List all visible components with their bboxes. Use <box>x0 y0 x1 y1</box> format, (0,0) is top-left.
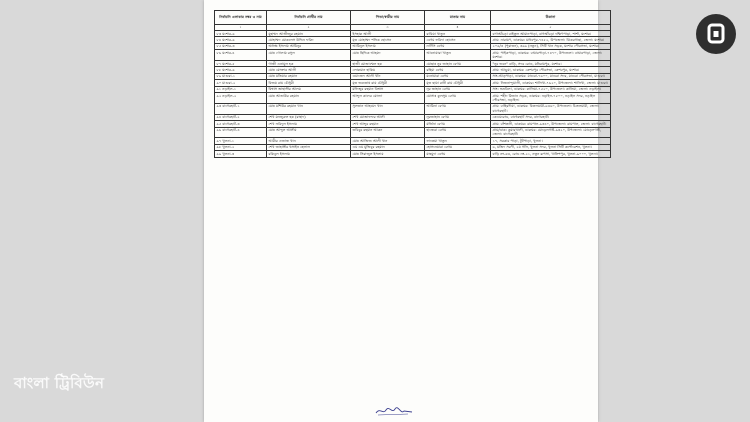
cell-mother: মাহমুদা বেগম <box>425 151 491 157</box>
cell-constituency: ৯২ নড়াইল-২ <box>215 93 267 104</box>
column-number: ১ <box>215 25 267 31</box>
cell-candidate-name: শেখ মনজুরুল হক (রাহাদ) <box>267 114 351 120</box>
header-address: ঠিকানা <box>491 11 611 25</box>
header-mother: মাতার নাম <box>425 11 491 25</box>
table-body <box>215 31 611 158</box>
header-candidate-name: নির্বাচনি প্রার্থীর নাম <box>267 11 351 25</box>
cell-address: বাড়ি নং-৬৩, রোড নং-২১, নতুন রূপসা, খালিশপুর, খুলনা-৯০০০, খুলনা। <box>491 151 611 157</box>
cell-father-husband: মোঃ আজিজ আলী খান <box>351 138 425 144</box>
column-number: ২ <box>267 25 351 31</box>
header-constituency: নির্বাচনি এলাকার নম্বর ও নাম <box>215 11 267 25</box>
cell-mother: নূর জাহান বেগম <box>425 86 491 92</box>
cell-mother: নূরজাহান বেগম <box>425 114 491 120</box>
table-row <box>215 93 611 104</box>
cell-constituency: ৯৮ খুলনা-২ <box>215 144 267 150</box>
cell-address: ১৭, সরকার পাড়া, টুটপাড়া, খুলনা। <box>491 138 611 144</box>
cell-mother: রহিমা বেগম <box>425 67 491 73</box>
cell-father-husband: সুলতান আহমেদ খান <box>351 103 425 114</box>
cell-mother: মৃত ছায়া রানী রায় চৌধুরী <box>425 80 491 86</box>
cell-address: গ্রাম: নারায়ণ, ডাকঘর: মাধবপুর-৭৪৫২, উপজেলা: ঝিকরগাছা, জেলা: যশোর। <box>491 37 611 43</box>
column-number: ৩ <box>351 25 425 31</box>
table-row <box>215 50 611 61</box>
cell-father-husband: শেখ আব্দুর রহমান <box>351 121 425 127</box>
cell-mother: আমিনা বেগম <box>425 103 491 114</box>
cell-address: "নূর ভবন" বাড়ি, সদর রোড, মনিরামপুর, যশোর। <box>491 61 611 67</box>
cell-father-husband: মফিজুর রহমান বিশ্বাস <box>351 86 425 92</box>
cell-mother: হোসনেয়ারা বেগম <box>425 144 491 150</box>
cell-constituency: ৮৬ যশোর-৪ <box>215 50 267 61</box>
cell-candidate-name: মোঃ আব্দুল আলীম <box>267 127 351 138</box>
cell-address: গ্রাম/ডাক: কুমারখালী, ডাকঘর: মোড়েলগঞ্জ-৯৩২০, উপজেলা: মোড়েলগঞ্জ, জেলা: বাগেরহাট। <box>491 127 611 138</box>
cell-candidate-name: মোহাম্মদ মোকলেস উদ্দিন ফরিদ <box>267 37 351 43</box>
cell-mother: ফাতেমা খাতুন <box>425 138 491 144</box>
header-father-husband: পিতা/স্বামীর নাম <box>351 11 425 25</box>
cell-mother: রাবিয়া খাতুন <box>425 31 491 37</box>
cell-father-husband: এম এম মুজিবুর রহমান <box>351 144 425 150</box>
cell-candidate-name: মোঃ আতাউর রহমান <box>267 93 351 104</box>
cell-constituency: ৮৩ যশোর-৬ <box>215 31 267 37</box>
cell-father-husband: মৃত মোহাম্মদ শফিক হোসেন <box>351 37 425 43</box>
cell-mother: নার্গিস বেগম <box>425 43 491 49</box>
cell-candidate-name: শেখ জাহাঙ্গীর হুসাইন হেলাল <box>267 144 351 150</box>
document-page <box>204 0 608 422</box>
table-row <box>215 103 611 114</box>
cell-constituency: ৮৪ যশোর-৬ <box>215 37 267 43</box>
cell-address: কেএমরোড, বাগেরহাট সদর, বাগেরহাট। <box>491 114 611 120</box>
cell-mother: মর্জিনা বেগম <box>425 121 491 127</box>
background-right-panel <box>600 0 750 422</box>
cell-address: গ্রাম: বাহিরদিয়া, ডাকঘর: চিতলমারী-৯৩৬০, উপজেলা: চিতলমারী, জেলা: বাগেরহাট। <box>491 103 611 114</box>
cell-address: গ্রাম: বাঁশতলী, ডাকঘর: রামপাল-৯৩৪০, উপজেলা: রামপাল, জেলা: বাগেরহাট। <box>491 121 611 127</box>
cell-address: গ্রাম: নিজনান্দুয়ালী, ডাকঘর: শালিখা-৭৬২০, উপজেলা: শালিখা, জেলা: মাগুরা। <box>491 80 611 86</box>
cell-father-husband: হাজী মোজাম্মেল হক <box>351 61 425 67</box>
cell-address: গ্রাম: পাইকপাড়া, ডাকঘর: বাঘারপাড়া-৭৪৭০, উপজেলা: বাঘারপাড়া, জেলা: যশোর। <box>491 50 611 61</box>
cell-mother: আনোয়ারা খাতুন <box>425 50 491 61</box>
candidate-table <box>214 10 611 158</box>
cell-constituency: ৮৯ মাগুরা-১ <box>215 73 267 79</box>
cell-mother: হাজেরা বেগম <box>425 127 491 138</box>
cell-father-husband: লোকমান হাকিম <box>351 67 425 73</box>
cell-candidate-name: আমীর এজাজ খান <box>267 138 351 144</box>
cell-candidate-name: মোঃ গোলাম রসুল <box>267 50 351 61</box>
cell-mother: মোছাঃ নুর জাহান বেগম <box>425 61 491 67</box>
cell-candidate-name: বিজয় রায় চৌধুরী <box>267 80 351 86</box>
cell-constituency: ৮৫ যশোর-৩ <box>215 43 267 49</box>
watermark-brand-text: বাংলা ট্রিবিউন <box>14 374 105 392</box>
column-number: ৫ <box>491 25 611 31</box>
signature-scribble-icon <box>374 405 414 417</box>
table-row <box>215 127 611 138</box>
bangla-tribune-logo-icon <box>696 14 736 54</box>
cell-candidate-name: রকিবুল ইসলাম <box>267 151 351 157</box>
cell-candidate-name: অধ্যক্ষ ইসলাম আমিনুর <box>267 43 351 49</box>
cell-constituency: ৮৮ যশোর-৬ <box>215 67 267 73</box>
cell-candidate-name: মোঃ মতিয়ার রহমান <box>267 73 351 79</box>
cell-mother: মোসাঃ কুলসুম বেগম <box>425 93 491 104</box>
cell-father-husband: মোঃ ছিদ্দিক আহমদ <box>351 50 425 61</box>
cell-address: ২০৬/এ (পুরাতন), ৩৯৬ (নতুন), সিটি খান সড়ক, যশোর পৌরসভা, যশোর। <box>491 43 611 49</box>
cell-father-husband: ইসহাক আলী <box>351 31 425 37</box>
cell-constituency: ৯৬ বাগেরহাট-৪ <box>215 127 267 138</box>
cell-candidate-name: মুহাম্মদ আজীজুর রহমান <box>267 31 351 37</box>
cell-constituency: ৯৭ খুলনা-১ <box>215 138 267 144</box>
cell-father-husband: মৃত ভবতোষ রায় চৌধুরী <box>351 80 425 86</box>
cell-constituency: ৯৯ খুলনা-৩ <box>215 151 267 157</box>
cell-candidate-name: বিশ্বাস জাহাঙ্গীর আলম <box>267 86 351 92</box>
table-header-row <box>215 11 611 25</box>
background-left-panel <box>0 0 205 422</box>
cell-address: বাগআঁচড়া বাইতুল আমানপাড়া, বাগআঁচড়া দক্ষিণপাড়া, শার্শা, যশোর। <box>491 31 611 37</box>
table-row <box>215 151 611 157</box>
cell-constituency: ৯০ মাগুরা-২ <box>215 80 267 86</box>
cell-constituency: ৯৩ বাগেরহাট-১ <box>215 103 267 114</box>
cell-address: গ্রাম: শহীদ মিজান সড়ক, ডাকঘর: নড়াইল-৭৫০০, নড়াইল সদর, নড়াইল পৌরসভা, নড়াইল। <box>491 93 611 104</box>
cell-constituency: ৮৭ যশোর-৫ <box>215 61 267 67</box>
column-number: ৪ <box>425 25 491 31</box>
cell-father-husband: শেখ মোজাফফর আলী <box>351 114 425 120</box>
cell-constituency: ৯৫ বাগেরহাট-৩ <box>215 121 267 127</box>
cell-constituency: ৯১ নড়াইল-১ <box>215 86 267 92</box>
cell-father-husband: আমিনুল ইসলাম <box>351 43 425 49</box>
cell-mother: মনোয়ারা বেগম <box>425 73 491 79</box>
cell-address: সাং-আড়পাড়া, ডাকঘর: মাগুরা-৭৬০০, মাগুরা সদর, মাগুরা পৌরসভা, মাগুরা। <box>491 73 611 79</box>
cell-constituency: ৯৪ বাগেরহাট-২ <box>215 114 267 120</box>
cell-address: সাং: ভদ্রবিলা, ডাকঘর: কালিয়া-৭৫২০, উপজেলা: কালিয়া, জেলা: নড়াইল। <box>491 86 611 92</box>
cell-father-husband: আব্দুল কাদের মোল্যা <box>351 93 425 104</box>
cell-address: গ্রাম: আড়ুয়া, ডাকঘর: কেশবপুর পৌরসভা, কেশবপুর, যশোর। <box>491 67 611 73</box>
cell-candidate-name: শেখ ফরিদুল ইসলাম <box>267 121 351 127</box>
cell-address: ৬, মজিদ সরণী, ২য় গলি, খুলনা সদর, খুলনা সিটি কর্পোরেশন, খুলনা। <box>491 144 611 150</box>
cell-candidate-name: মোঃ মোক্তার আলী <box>267 67 351 73</box>
cell-father-husband: মোঃ সিরাজুল ইসলাম <box>351 151 425 157</box>
cell-father-husband: ওয়াজেদ আলী খাঁন <box>351 73 425 79</box>
cell-father-husband: তবিবুর রহমান আকন <box>351 127 425 138</box>
cell-mother: বেগম ফরিদা হোসেন <box>425 37 491 43</box>
cell-candidate-name: মোঃ মশিউর রহমান খান <box>267 103 351 114</box>
cell-candidate-name: গাজী এনামুল হক <box>267 61 351 67</box>
